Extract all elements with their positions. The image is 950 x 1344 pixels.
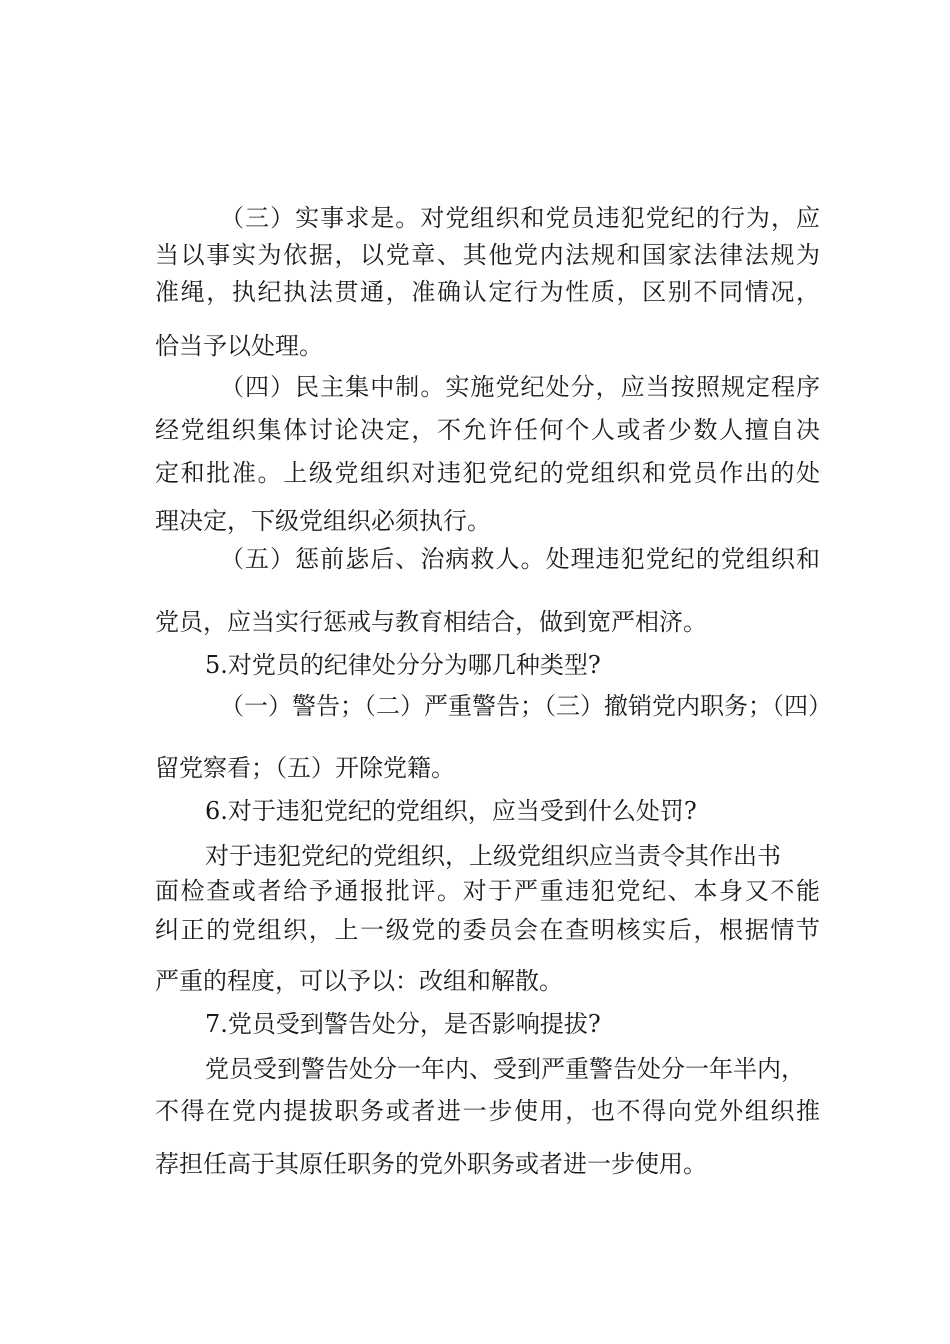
question-heading: 7.党员受到警告处分，是否影响提拔? [205, 1010, 601, 1038]
text-line: 定和批准。上级党组织对违犯党纪的党组织和党员作出的处 [155, 459, 820, 487]
text-line: 对于违犯党纪的党组织，上级党组织应当责令其作出书 [205, 842, 781, 870]
text-line: 不得在党内提拔职务或者进一步使用，也不得向党外组织推 [155, 1097, 820, 1125]
text-line: （五）惩前毖后、治病救人。处理违犯党纪的党组织和 [220, 545, 820, 573]
text-line: 留党察看；（五）开除党籍。 [155, 754, 455, 782]
question-heading: 5.对党员的纪律处分分为哪几种类型? [205, 651, 601, 679]
text-line: 面检查或者给予通报批评。对于严重违犯党纪、本身又不能 [155, 877, 820, 905]
text-line: 纠正的党组织，上一级党的委员会在查明核实后，根据情节 [155, 916, 820, 944]
text-line: （一）警告；（二）严重警告；（三）撤销党内职务；（四） [220, 692, 832, 720]
text-line: 准绳，执纪执法贯通，准确认定行为性质，区别不同情况， [155, 278, 820, 306]
question-heading: 6.对于违犯党纪的党组织，应当受到什么处罚? [205, 797, 697, 825]
text-line: 党员，应当实行惩戒与教育相结合，做到宽严相济。 [155, 608, 707, 636]
text-line: （三）实事求是。对党组织和党员违犯党纪的行为，应 [220, 204, 820, 232]
text-line: 当以事实为依据，以党章、其他党内法规和国家法律法规为 [155, 241, 820, 269]
text-line: 荐担任高于其原任职务的党外职务或者进一步使用。 [155, 1150, 707, 1178]
text-line: 经党组织集体讨论决定，不允许任何个人或者少数人擅自决 [155, 416, 820, 444]
text-line: （四）民主集中制。实施党纪处分，应当按照规定程序 [220, 373, 820, 401]
text-line: 理决定，下级党组织必须执行。 [155, 507, 491, 535]
text-line: 严重的程度，可以予以：改组和解散。 [155, 967, 563, 995]
text-line: 党员受到警告处分一年内、受到严重警告处分一年半内， [205, 1055, 805, 1083]
text-line: 恰当予以处理。 [155, 332, 323, 360]
